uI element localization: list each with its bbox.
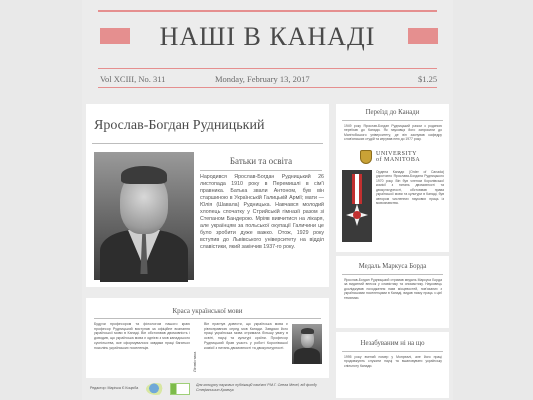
newspaper-page bbox=[82, 0, 453, 400]
language-article-col1: Будучи професором та філологом нашого краю професор Рудницький виступав за офіційне визнання української мови в Канаді. Він обстоював двомовність і доводив, що українська мова є однією з мов канадського суспільства, яке сформувалося завдяки праці багатьох поколінь українських поселенців. bbox=[94, 322, 190, 350]
university-crest-icon bbox=[360, 150, 372, 164]
main-article-subheading: Батьки та освіта bbox=[229, 156, 293, 166]
move-heading: Переїзд до Канади bbox=[365, 109, 420, 116]
main-article bbox=[86, 104, 329, 287]
top-accent-rule bbox=[98, 10, 437, 12]
medal-heading: Медаль Маркуса Борда bbox=[358, 263, 427, 270]
portrait-hair bbox=[121, 166, 167, 184]
masthead-left-bar bbox=[100, 28, 130, 44]
sponsor-logo-left-icon bbox=[146, 383, 166, 395]
portrait-photo bbox=[94, 152, 194, 280]
issue-date: Monday, February 13, 2017 bbox=[215, 74, 310, 84]
footer-editor: Редактор: Марічка Є Коцюба bbox=[90, 386, 139, 390]
memory-heading: Незабуваним ні на що bbox=[360, 340, 425, 347]
issue-price: $1.25 bbox=[418, 74, 438, 84]
issue-rule-top bbox=[98, 68, 437, 69]
language-article-col2: Він прагнув довести, що українська мова є рівноправною серед мов Канади. Завдяки його праці українська мова отримала більшу увагу в освіті, науці та культурі країни. Професор Рудницький брав участь у роботі Королівської комісії з питань двомовності та двокультурності. bbox=[204, 322, 288, 350]
issue-volume: Vol XCIII, No. 311 bbox=[100, 74, 166, 84]
sidebar-move-block bbox=[336, 104, 449, 252]
medal-text: Ярослав-Богдан Рудницький отримав медаль Маркуса Борда за видатний внесок у славістику та ономастику. Науковець досліджував походження назв місцевостей, пов'язаних з українськими поселенцями в Канаді, видав низку праць з цієї тематики. bbox=[344, 278, 442, 300]
sidebar-medal-block bbox=[336, 256, 449, 328]
subheading-rule bbox=[200, 170, 322, 171]
small-portrait-hair bbox=[301, 328, 314, 334]
university-line-1: UNIVERSITY bbox=[376, 151, 417, 157]
move-text: 1949 року Ярослав-Богдан Рудницький разом з родиною переїхав до Канади. Як науковця його запросили до Манітобського університету, де він заснував кафедру слов'янських студій та керував нею до 1977 року. bbox=[344, 124, 442, 142]
order-of-canada-medal bbox=[342, 170, 372, 242]
university-line-2: of MANITOBA bbox=[376, 157, 421, 163]
small-portrait-suit bbox=[294, 348, 320, 364]
masthead-title: НАШІ В КАНАДІ bbox=[159, 22, 376, 51]
language-article-heading: Краса української мови bbox=[172, 307, 243, 315]
medal-heading-rule bbox=[342, 274, 443, 275]
language-article-photo bbox=[292, 324, 322, 364]
university-name bbox=[376, 151, 446, 163]
memory-heading-rule bbox=[342, 351, 443, 352]
sidebar-memory-block bbox=[336, 332, 449, 398]
order-text: Ордена Канади (Order of Canada) удостоєно Ярослава-Богдана Рудницького 1970 року. Він був членом Королівської комісії з питань двомовності та двокультурності, обстоював права української мови та культури в Канаді, був автором численних наукових праць із мовознавства. bbox=[376, 170, 444, 206]
language-vertical-label: Лінгвістика bbox=[192, 351, 197, 372]
sponsor-logo-right-icon bbox=[170, 383, 190, 395]
memory-text: 1995 року вчений помер у Монреалі, але його праці продовжують служити науці та вшановувати українську спільноту Канади. bbox=[344, 355, 442, 368]
main-heading-rule bbox=[92, 143, 323, 144]
main-article-heading: Ярослав-Богдан Рудницький bbox=[94, 118, 265, 133]
language-article bbox=[86, 298, 329, 378]
medal-center-icon bbox=[353, 211, 361, 219]
main-article-body: Народився Ярослав-Богдан Рудницький 26 листопада 1910 року в Перемишлі в сім'ї правника. Батька звали Антоном, був він старшиною в Українській Галицькій Армії; мати — Юлія (Шавала) Рудницька. Навчався молодий хлопець спочатку у Стрийській гімназії разом зі Степаном Бандерою. Мріяв вивчитися на лікаря, але українцям за польської окупації Галичини це було зробити дуже важко. Отож, 1929 року вступив до Львівського університету на відділ славістики, який закінчив 1937-го року. bbox=[200, 174, 324, 250]
issue-rule-bottom bbox=[98, 87, 437, 88]
move-heading-rule bbox=[342, 120, 443, 121]
medal-ribbon-icon bbox=[352, 174, 362, 204]
footer-note: Для конкурсу наукових публікацій пам'яті Р.М.Г. Олега Мехеї, від фонду Стефанишин-Кравчук bbox=[196, 383, 317, 392]
language-heading-rule bbox=[94, 318, 321, 319]
masthead-right-bar bbox=[408, 28, 438, 44]
